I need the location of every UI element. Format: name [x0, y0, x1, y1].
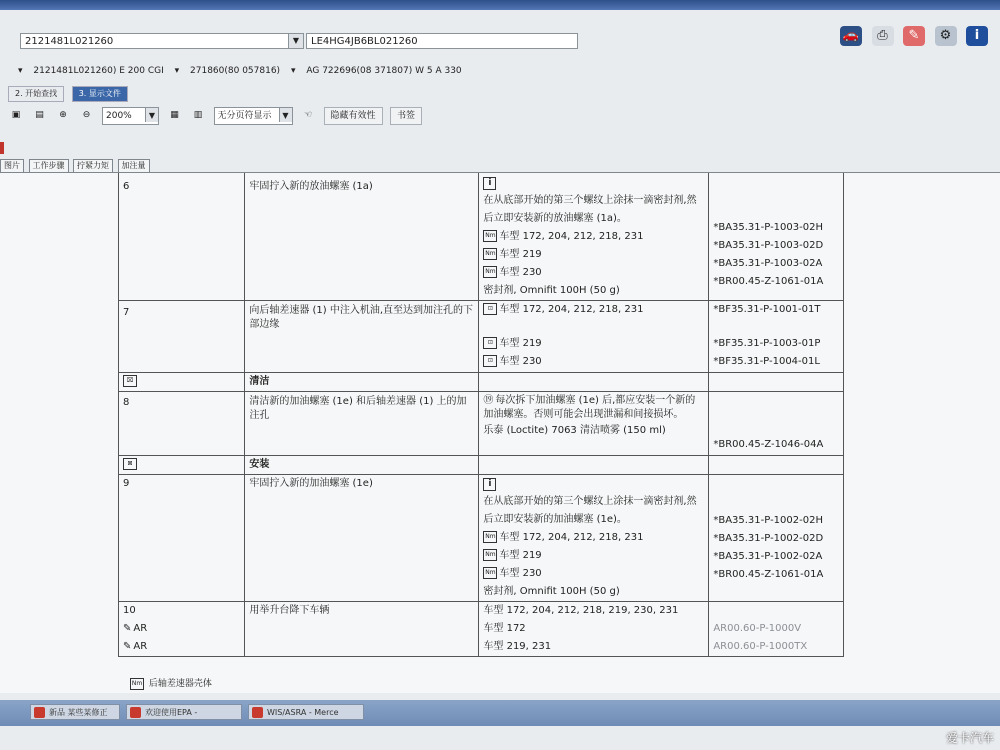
- section-row: [119, 456, 844, 475]
- step-details: [479, 475, 709, 602]
- ar-label: AR: [133, 641, 148, 652]
- torque-icon: Nm: [130, 678, 144, 690]
- chevron-down-icon[interactable]: ▼: [145, 108, 158, 122]
- chevron-down-icon[interactable]: ▼: [288, 34, 303, 48]
- legend-note: [130, 676, 212, 690]
- step-details: [479, 602, 709, 657]
- chevron-down-icon[interactable]: ▼: [279, 108, 292, 122]
- spec-text: 车型 172, 204, 212, 218, 231: [499, 231, 644, 242]
- step-references: [709, 301, 844, 373]
- tab-images[interactable]: 图片: [0, 159, 24, 173]
- spec-text: 车型 230: [499, 568, 542, 579]
- hide-validity-button[interactable]: 隐藏有效性: [324, 107, 383, 125]
- car-print-icon[interactable]: 🚗: [840, 26, 862, 46]
- spec-text: 车型 219: [499, 249, 542, 260]
- reference-link[interactable]: *BA35.31-P-1003-02A: [713, 258, 823, 269]
- step-details: [479, 301, 709, 373]
- reference-link[interactable]: AR00.60-P-1000TX: [713, 641, 808, 652]
- lift-icon: ✎: [123, 623, 132, 634]
- top-right-toolbar: [834, 26, 988, 48]
- step-references: [709, 392, 844, 456]
- spec-text: 车型 172, 204, 212, 218, 219, 230, 231: [483, 605, 679, 616]
- reference-link[interactable]: *BA35.31-P-1003-02D: [713, 240, 824, 251]
- bookmark-button[interactable]: 书签: [390, 107, 422, 125]
- taskbar-item[interactable]: [248, 704, 364, 720]
- app-icon: [34, 707, 45, 718]
- main-tabs: [8, 86, 132, 102]
- step-number: 9: [119, 475, 245, 602]
- spec-text: 车型 219: [499, 338, 542, 349]
- reference-link[interactable]: *BF35.31-P-1001-01T: [713, 304, 821, 315]
- tab-work-steps[interactable]: 工作步骤: [29, 159, 69, 173]
- torque-icon: Nm: [483, 531, 497, 543]
- spec-text: 车型 172, 204, 212, 218, 231: [499, 532, 644, 543]
- reference-link[interactable]: *BA35.31-P-1003-02H: [713, 222, 823, 233]
- step-description: 用举升台降下车辆: [245, 602, 479, 657]
- torque-icon: Nm: [483, 549, 497, 561]
- hand-icon[interactable]: ☜: [303, 110, 313, 120]
- info-icon: i: [483, 478, 496, 491]
- taskbar-item-label: 欢迎使用EPA -: [145, 708, 198, 717]
- spec-text: 密封剂, Omnifit 100H (50 g): [483, 586, 620, 597]
- spec-text: 密封剂, Omnifit 100H (50 g): [483, 285, 620, 296]
- table-row: [119, 392, 844, 456]
- chevron-down-icon[interactable]: ▾: [18, 66, 23, 76]
- torque-icon: Nm: [483, 248, 497, 260]
- step-description: 牢固拧入新的放油螺塞 (1a): [245, 173, 479, 301]
- step-references: [709, 173, 844, 301]
- vehicle-model: 2121481L021260) E 200 CGI: [33, 66, 164, 76]
- table-row: [119, 173, 844, 301]
- vin-display-value: LE4HG4JB6BL021260: [311, 36, 418, 47]
- eraser-icon[interactable]: ✎: [903, 26, 925, 46]
- section-title: 安装: [245, 456, 479, 475]
- taskbar-item-label: 新品 某些某修正: [49, 708, 108, 717]
- vin-combo[interactable]: [20, 33, 304, 49]
- reference-link[interactable]: *BF35.31-P-1004-01L: [713, 356, 820, 367]
- step-details: [479, 173, 709, 301]
- torque-icon: Nm: [483, 230, 497, 242]
- title-bar: [0, 0, 1000, 10]
- spec-text: 车型 172: [483, 623, 526, 634]
- spec-text: 车型 230: [499, 356, 542, 367]
- spec-text: 乐泰 (Loctite) 7063 清洁喷雾 (150 ml): [483, 425, 666, 436]
- step-number: 10 ✎ AR ✎ AR: [119, 602, 245, 657]
- work-steps-table: [118, 173, 844, 657]
- taskbar-item-label: WIS/ASRA - Merce: [267, 708, 339, 717]
- app-icon: [252, 707, 263, 718]
- taskbar: [0, 700, 1000, 726]
- engine-model: 271860(80 057816): [190, 66, 281, 76]
- table-row: [119, 602, 844, 657]
- ar-label: AR: [133, 623, 148, 634]
- step-references: [709, 602, 844, 657]
- content-tabs: [0, 158, 151, 172]
- clean-icon: ⌧: [123, 375, 137, 387]
- section-row: [119, 373, 844, 392]
- reference-link[interactable]: *BR00.45-Z-1061-01A: [713, 276, 824, 287]
- reference-link[interactable]: *BA35.31-P-1002-02H: [713, 515, 823, 526]
- step-note: 在从底部开始的第三个螺纹上涂抹一滴密封剂,然后立即安装新的加油螺塞 (1e)。: [483, 496, 697, 525]
- lift-icon: ✎: [123, 641, 132, 652]
- fill-icon: ⊡: [483, 303, 497, 315]
- step-note: 每次拆下加油螺塞 (1e) 后,都应安装一个新的加油螺塞。否则可能会出现泄漏和间接损坏。: [483, 395, 696, 420]
- page-mode-select[interactable]: [214, 107, 293, 125]
- fill-icon: ⊡: [483, 337, 497, 349]
- zoom-out-icon[interactable]: ⊖: [82, 110, 91, 120]
- fit-page-icon[interactable]: ▦: [170, 110, 179, 120]
- step-number: 6: [119, 173, 245, 301]
- settings-icon[interactable]: ⚙: [935, 26, 957, 46]
- zoom-in-icon[interactable]: ⊕: [59, 110, 67, 120]
- info-icon[interactable]: i: [966, 26, 988, 46]
- fit-width-icon[interactable]: ▥: [193, 110, 203, 120]
- tab-fill-capacity[interactable]: 加注量: [118, 159, 150, 173]
- status-marker: [0, 142, 4, 154]
- step-description: 牢固拧入新的加油螺塞 (1e): [245, 475, 479, 602]
- legend-text: 后轴差速器壳体: [148, 679, 212, 689]
- app-icon: [130, 707, 141, 718]
- torque-icon: Nm: [483, 567, 497, 579]
- reference-link[interactable]: *BR00.45-Z-1046-04A: [713, 439, 824, 450]
- printer-icon[interactable]: ⎙: [872, 26, 894, 46]
- step-description: 向后轴差速器 (1) 中注入机油,直至达到加注孔的下部边缘: [245, 301, 479, 373]
- reference-link[interactable]: *BA35.31-P-1002-02D: [713, 533, 824, 544]
- vin-display-field[interactable]: [306, 33, 578, 49]
- save-icon[interactable]: ▣: [11, 110, 21, 120]
- spec-text: 车型 172, 204, 212, 218, 231: [499, 304, 644, 315]
- reference-link[interactable]: *BA35.31-P-1002-02A: [713, 551, 823, 562]
- spec-text: 车型 219: [499, 550, 542, 561]
- table-row: [119, 301, 844, 373]
- step-details: [479, 392, 709, 456]
- info-icon: i: [483, 177, 496, 190]
- taskbar-item[interactable]: [30, 704, 120, 720]
- step-note: 在从底部开始的第三个螺纹上涂抹一滴密封剂,然后立即安装新的放油螺塞 (1a)。: [483, 195, 697, 224]
- vehicle-info-line: [0, 62, 1000, 80]
- chevron-down-icon[interactable]: ▾: [174, 66, 180, 76]
- page-mode-value: 无分页符显示: [217, 111, 272, 121]
- zoom-value: 200%: [106, 111, 132, 121]
- step-number: 8: [119, 392, 245, 456]
- reference-link[interactable]: *BR00.45-Z-1061-01A: [713, 569, 824, 580]
- fill-icon: ⊡: [483, 355, 497, 367]
- chevron-down-icon[interactable]: ▾: [290, 66, 296, 76]
- watermark: 爱卡汽车: [945, 731, 994, 745]
- table-row: [119, 475, 844, 602]
- reference-link[interactable]: *BF35.31-P-1003-01P: [713, 338, 821, 349]
- section-icon-cell: [119, 373, 245, 392]
- reference-link[interactable]: AR00.60-P-1000V: [713, 623, 802, 634]
- tab-torque[interactable]: 拧紧力矩: [73, 159, 113, 173]
- page-icon[interactable]: ▤: [35, 110, 44, 120]
- spec-text: 车型 230: [499, 267, 542, 278]
- step-number: 7: [119, 301, 245, 373]
- step-description: 清洁新的加油螺塞 (1e) 和后轴差速器 (1) 上的加注孔: [245, 392, 479, 456]
- install-icon: ⊠: [123, 458, 137, 470]
- tab-show-document[interactable]: 3. 显示文件: [72, 86, 128, 102]
- torque-icon: Nm: [483, 266, 497, 278]
- vin-combo-value: 2121481L021260: [25, 36, 114, 47]
- zoom-select[interactable]: [102, 107, 159, 125]
- taskbar-item[interactable]: [126, 704, 242, 720]
- step-references: [709, 475, 844, 602]
- document-toolbar: [8, 107, 426, 125]
- section-icon-cell: [119, 456, 245, 475]
- tab-start-search[interactable]: 2. 开始查找: [8, 86, 64, 102]
- section-title: 清洁: [245, 373, 479, 392]
- transmission-model: AG 722696(08 371807) W 5 A 330: [306, 66, 462, 76]
- document-viewer[interactable]: [0, 173, 1000, 693]
- warning-icon: ⑲: [483, 395, 494, 406]
- spec-text: 车型 219, 231: [483, 641, 552, 652]
